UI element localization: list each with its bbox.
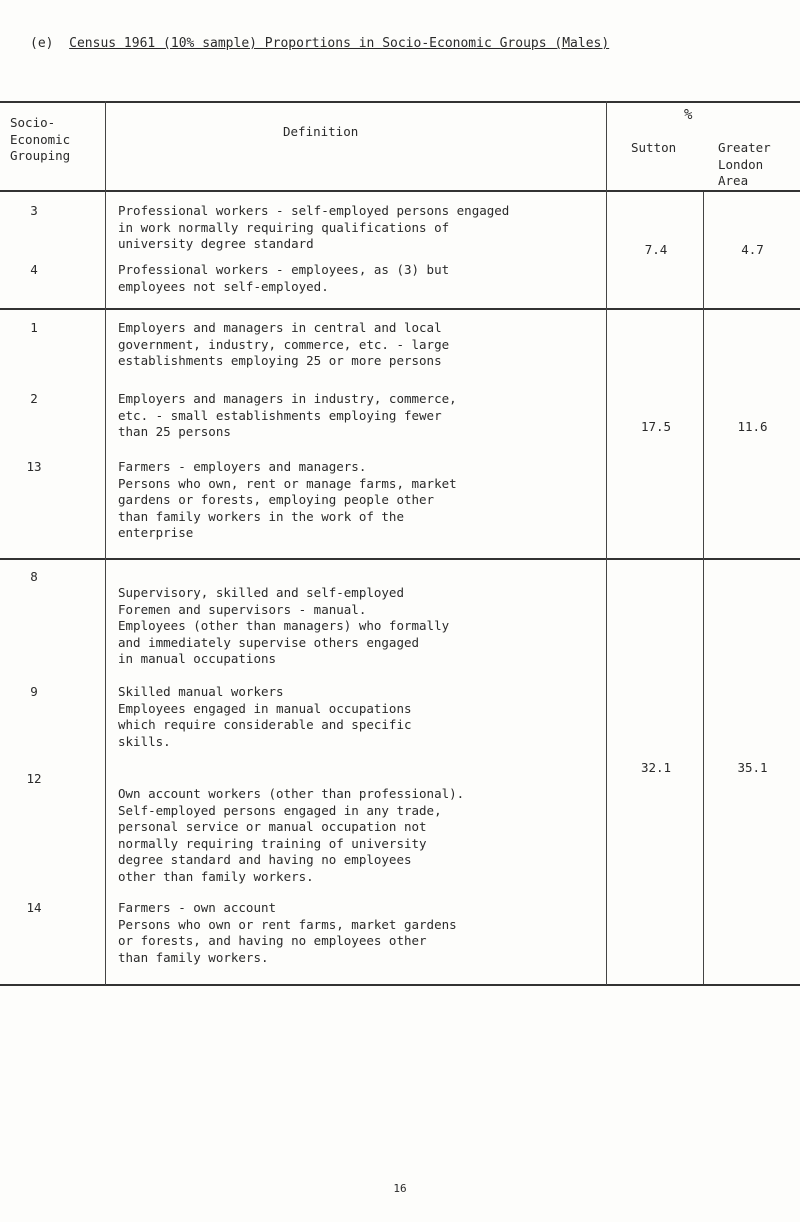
- group-code: 9: [30, 684, 38, 699]
- group-code: 4: [30, 262, 38, 277]
- group-definition: Professional workers - employees, as (3) but employees not self-employed.: [118, 262, 450, 294]
- group-code: 8: [30, 569, 38, 584]
- title-label: (e): [30, 36, 54, 51]
- sutton-value: 32.1: [640, 760, 672, 775]
- group-definition: Own account workers (other than professional). Self-employed persons engaged in any trade, personal service or manual occupation not normally requiring training of university degree standard and having no employees other than family workers.: [118, 786, 465, 884]
- title-text: Census 1961 (10% sample) Proportions in Socio-Economic Groups (Males): [69, 36, 610, 51]
- page-number: 16: [393, 1182, 407, 1195]
- group-definition: Employers and managers in central and local government, industry, commerce, etc. - large establishments employing 25 or more persons: [118, 320, 450, 368]
- table-top-rule: [0, 101, 800, 103]
- group-code: 14: [26, 900, 42, 915]
- table-title: [30, 36, 609, 51]
- header-greater-london: Greater London Area: [718, 140, 771, 188]
- group-definition: Farmers - employers and managers. Persons who own, rent or manage farms, market gardens or forests, employing people other than family workers in the work of the enterprise: [118, 459, 457, 540]
- london-value: 11.6: [737, 419, 768, 434]
- group-code: 3: [30, 203, 38, 218]
- group-definition: Skilled manual workers Employees engaged in manual occupations which require considerable and specific skills.: [118, 684, 412, 749]
- header-sutton: Sutton: [631, 140, 677, 155]
- header-definition: Definition: [283, 124, 359, 139]
- section-rule-1: [0, 308, 800, 310]
- group-definition: Professional workers - self-employed persons engaged in work normally requiring qualifications of university degree standard: [118, 203, 510, 251]
- header-grouping: Socio- Economic Grouping: [10, 115, 71, 163]
- column-rule-1: [105, 101, 106, 985]
- header-bottom-rule: [0, 190, 800, 192]
- london-value: 4.7: [741, 242, 764, 257]
- column-rule-3: [703, 192, 704, 984]
- section-rule-2: [0, 558, 800, 560]
- header-percent: %: [684, 107, 693, 123]
- column-rule-2: [606, 101, 607, 985]
- sutton-value: 17.5: [640, 419, 672, 434]
- group-code: 13: [26, 459, 42, 474]
- table-bottom-rule: [0, 984, 800, 986]
- group-definition: Supervisory, skilled and self-employed Foremen and supervisors - manual. Employees (other than managers) who formally and immediately supervise others engaged in manual occupations: [118, 585, 450, 666]
- group-code: 1: [30, 320, 38, 335]
- sutton-value: 7.4: [644, 242, 668, 257]
- group-code: 12: [26, 771, 42, 786]
- group-definition: Farmers - own account Persons who own or rent farms, market gardens or forests, and having no employees other than family workers.: [118, 900, 457, 965]
- group-code: 2: [30, 391, 38, 406]
- group-definition: Employers and managers in industry, commerce, etc. - small establishments employing fewer than 25 persons: [118, 391, 457, 439]
- london-value: 35.1: [737, 760, 768, 775]
